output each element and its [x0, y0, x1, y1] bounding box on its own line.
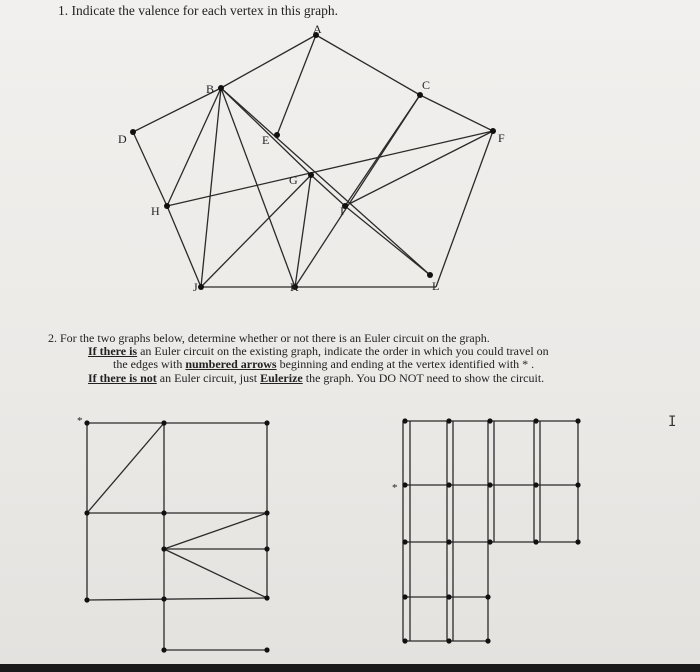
edge-A-C: [316, 35, 420, 95]
question-2-line-2: If there is an Euler circuit on the existing graph, indicate the order in which you could travel on: [88, 344, 549, 358]
edge-B-L: [221, 88, 430, 275]
graph2-vertices: [84, 420, 269, 652]
edge-I-L: [345, 206, 430, 275]
edge-C-K: [295, 95, 420, 287]
label-C: C: [422, 78, 431, 92]
graph1-vertices: [130, 32, 496, 290]
question-2-line-3: the edges with numbered arrows beginning and ending at the vertex identified with * .: [113, 357, 535, 371]
label-J: J: [193, 280, 198, 294]
label-K: K: [290, 280, 299, 294]
edge-B-G: [221, 88, 311, 175]
edge-A-B: [221, 35, 316, 88]
graph3-edges: [403, 421, 578, 641]
vertex-B: [218, 85, 224, 91]
label-L: L: [432, 279, 440, 293]
graph3-vertices: [402, 418, 580, 643]
label-B: B: [206, 82, 215, 96]
edge-J-G: [201, 175, 311, 287]
edge-B-H: [167, 88, 221, 206]
question-1-text: 1. Indicate the valence for each vertex in this graph.: [58, 3, 338, 18]
edge-F-I: [345, 131, 493, 206]
label-G: G: [289, 173, 298, 187]
label-E: E: [262, 133, 270, 147]
graph3-start-marker: *: [392, 482, 398, 494]
label-I: I: [340, 204, 344, 218]
if-there-is-not-emphasis: If there is not: [88, 371, 157, 385]
vertex-D: [130, 129, 136, 135]
label-D: D: [118, 132, 127, 146]
edge-G-K: [295, 175, 311, 287]
vertex-C: [417, 92, 423, 98]
question-2-line-4: If there is not an Euler circuit, just Eulerize the graph. You DO NOT need to show the circuit.: [88, 371, 545, 385]
edge-G-I: [311, 175, 345, 206]
graph1-edges: [133, 35, 493, 287]
edge-B-J: [201, 88, 221, 287]
vertex-E: [274, 132, 280, 138]
vertex-H: [164, 203, 170, 209]
text-cursor-icon: I: [668, 414, 677, 430]
graph2-start-marker: *: [77, 415, 83, 427]
edge-A-E: [277, 35, 316, 135]
edge-C-F: [420, 95, 493, 131]
edge-F-L: [436, 131, 493, 287]
vertex-L: [427, 272, 433, 278]
bottom-edge: [0, 664, 700, 672]
edge-H-J: [167, 206, 201, 287]
eulerize-emphasis: Eulerize: [260, 371, 303, 385]
graph2-edges: [87, 423, 267, 650]
edge-D-H: [133, 132, 167, 206]
vertex-G: [308, 172, 314, 178]
vertex-J: [198, 284, 204, 290]
label-A: A: [313, 22, 322, 36]
label-F: F: [498, 131, 505, 145]
vertex-F: [490, 128, 496, 134]
if-there-is-emphasis: If there is: [88, 344, 138, 358]
question-2-line-1: 2. For the two graphs below, determine whether or not there is an Euler circuit on the graph.: [48, 331, 490, 345]
graph1-labels: [118, 22, 505, 294]
numbered-arrows-emphasis: numbered arrows: [185, 357, 277, 371]
label-H: H: [151, 204, 160, 218]
